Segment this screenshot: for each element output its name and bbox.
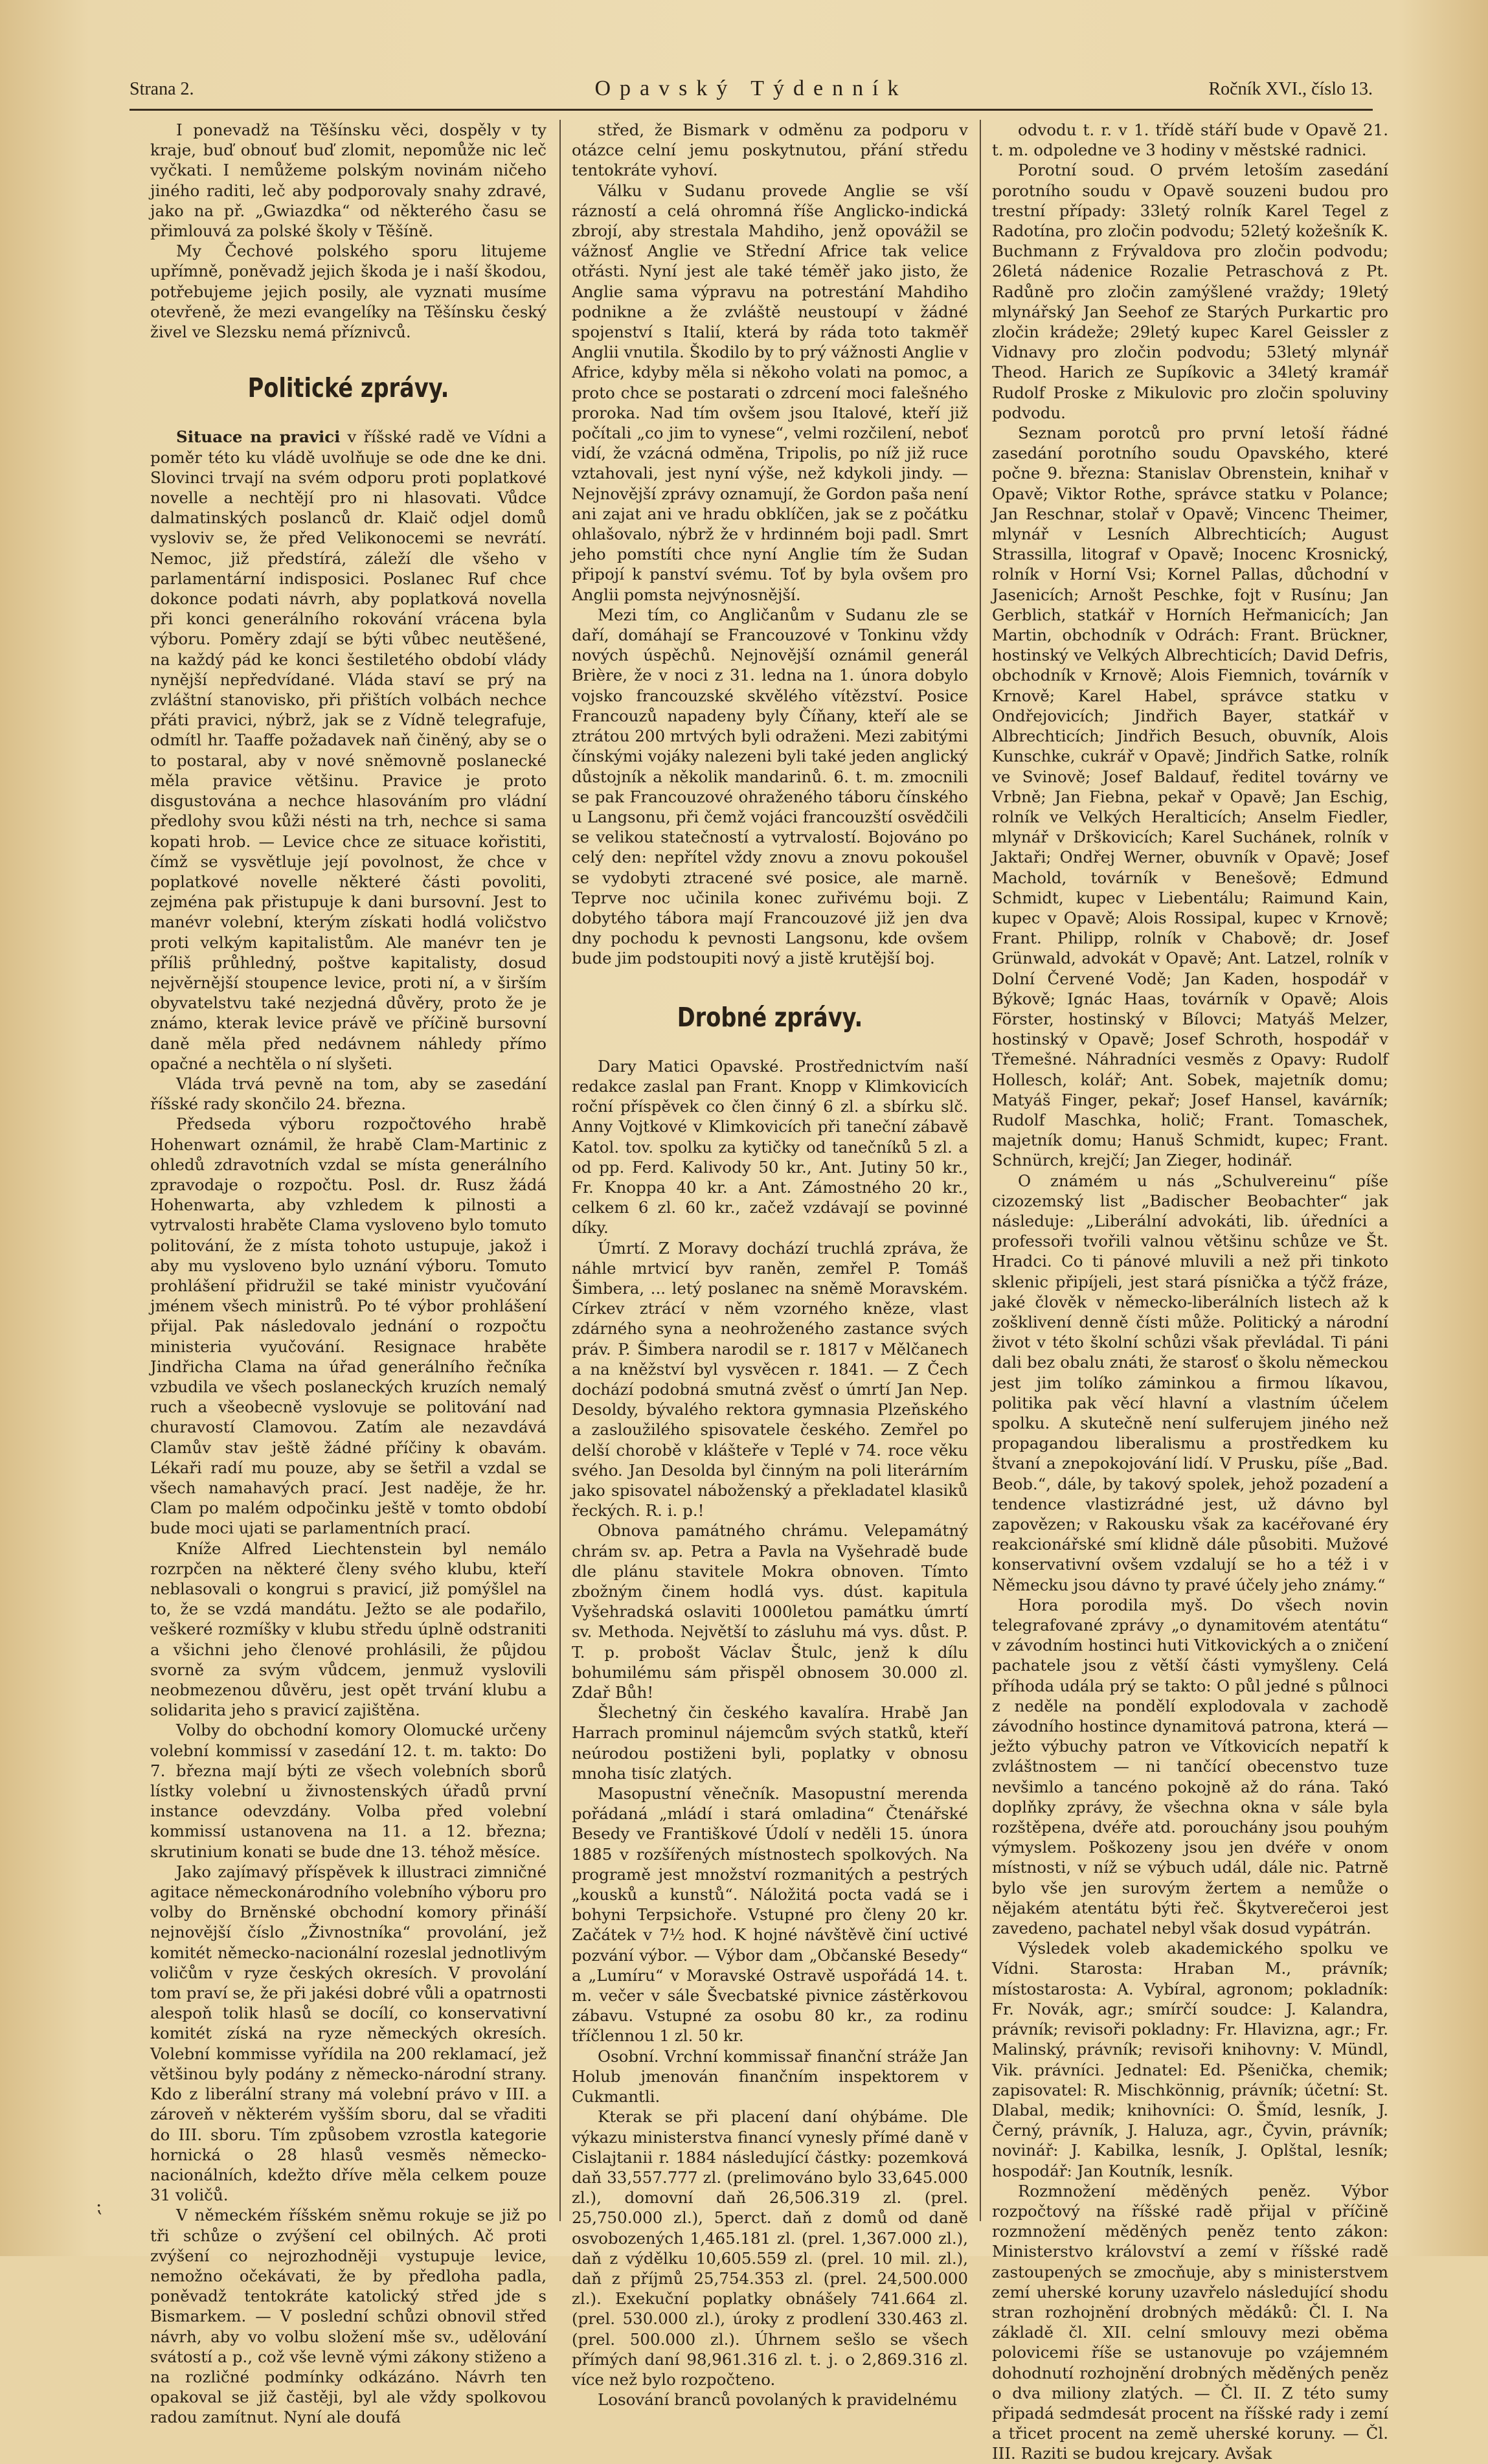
article-paragraph: Porotní soud. O prvém letoším zasedání porotního soudu v Opavě souzeni budou pro trestní případy: 33letý rolník Karel Tegel z Radotína, pro zločin podvodu; 52letý kožešník K. Buchmann z Frývaldova pro zločin podvodu; 26letá nádenice Rozalie Petraschová z Pt. Radůně pro zločin zamýšlené vraždy; 19letý mlynářský Jan Seehof ze Starých Purkartic pro zločin krádeže; 29letý kupec Karel Geissler z Vidnavy pro zločin podvodu; 53letý mlynář Theod. Harich ze Supíkovic a 34letý kramář Rudolf Proske z Mikulovic pro zločin spoluviny podvodu. — [992, 161, 1388, 422]
article-paragraph: Hora porodila myš. Do všech novin telegrafované zprávy „o dynamitovém atentátu“ v závodním hostinci huti Vitkovických a o zničení pachatele jsou z větší části vymyšleny. Celá příhoda udála prý se takto: O půl jedné s půlnoci z neděle na pondělí explodovala v zachodě závodního hostince dynamitová patrona, která — ježto výbuchy patron ve Vítkovicích nepatří k zvláštnostem — ni tančící obecenstvo tuze nevšimlo a tancéno pokojně až do rána. Takó doplňky zprávy, že všechna okna v sále byla rozštěpena, dvéře atd. porouchány jsou pouhým výmyslem. Poškozeny jsou jen dvéře v onom místnosti, v níž se výbuch udál, dále nic. Patrně bylo vše jen surovým žertem a nemůže o nějakém atentátu býti řeč. Škytverečeroi jest zavedeno, pachatel nebyl však dosud vypátrán. — [992, 1595, 1388, 1938]
section-heading-politics: Politické zprávy. — [247, 372, 449, 404]
article-paragraph: Výsledek voleb akademického spolku ve Vídni. Starosta: Hraban M., právník; místostarosta: A. Vybíral, agronom; pokladník: Fr. Novák, agr.; smírčí soudce: J. Kalandra, právník; revisoři pokladny: Fr. Hlavizna, agr.; Fr. Malinský, právník; revisoři knihovny: V. Mündl, Vik. právníci. Jednatel: Ed. Pšenička, chemik; zapisovatel: R. Mischkönnig, právník; účetní: St. Dlabal, medik; knihovníci: O. Šmíd, lesník, J. Černý, právník, J. Haluza, agr., Čyvin, právník; novinář: J. Kabilka, lesník, J. Oplštal, lesník; hospodář: Jan Koutník, lesník. — [992, 1939, 1388, 2180]
article-paragraph: Válku v Sudanu provede Anglie se vší rázností a celá ohromná říše Anglicko-indická zbrojí, aby strestala Mahdiho, jenž opovážil se vážnosť Anglie ve Střední Africe tak velice otřásti. Nyní jest ale také téměř jako jisto, že Anglie sama výpravu na potrestání Mahdiho podnikne a že zvláště neustoupí v žádné spojenství s Italií, která by ráda toto takměř Anglii vnutila. Škodilo by to prý vážnosti Anglie v Africe, kdyby měla si někoho volati na pomoc, a proto chce se postarati o zdrcení moci falešného proroka. Nad tím ovšem jsou Italové, kteří již počítali „co jim to vynese“, velmi rozčilení, neboť vidí, že vzácná odměna, Tripolis, po níž již ruce vztahovali, jest nyní výše, než kdykoli jindy. — Nejnovější zprávy oznamují, že Gordon paša není ani zajat ani ve hradu obklíčen, jak se z počátku ohlašovalo, nýbrž že v hrdinném boji padl. Smrt jeho pomstíti chce nyní Anglie tím že Sudan připojí k panství svému. Toť by byla ovšem pro Anglii pomsta nejvýnosnější. — [572, 181, 968, 604]
article-paragraph: Mezi tím, co Angličanům v Sudanu zle se daří, domáhají se Francouzové v Tonkinu vždy nových úspěchů. Nejnovější oznámil generál Brière, že v noci z 31. ledna na 1. února dobylo vojsko francouzské skvělého vítězství. Posice Francouzů napadeny byly Číňany, kteří ale se ztrátou 200 mrtvých byli odraženi. Mezi zabitými čínskými vojáky nalezeni byli také jeden anglický důstojník a několik mandarinů. 6. t. m. zmocnili se pak Francouzové ohraženého táboru čínského u Langsonu, při čemž vojáci francouzští osvědčili se velikou statečností a vytrvalostí. Bojováno po celý den: nepřítel vždy znovu a znovu pokoušel se vydobyti ztracené své posice, ale marně. Teprve noc učinila konec zuřivému boji. Z dobytého tábora mají Francouzové již jen dva dny pochodu k pevnosti Langsonu, kde ovšem bude jim podstoupiti nový a jistě krutější boj. — [572, 605, 968, 968]
article-paragraph: Předseda výboru rozpočtového hrabě Hohenwart oznámil, že hrabě Clam-Martinic z ohledů zdravotních vzdal se místa generálního zpravodaje o rozpočtu. Posl. dr. Rusz žádá Hohenwarta, aby vzhledem k pilnosti a vytrvalosti hraběte Clama vysloveno bylo tomuto politování, že z místa tohoto ustupuje, jakož i aby mu vysloveno bylo uznání výboru. Tomuto prohlášení přidružil se také ministr vyučování jménem všech ministrů. Po té výbor prohlášení přijal. Pak následovalo jednání o rozpočtu ministeria vyučování. Resignace hraběte Jindřicha Clama na úřad generálního řečníka vzbudila ve všech poslaneckých kruzích nemalý ruch a všeobecně vyslovuje se politování nad churavostí Clamovou. Zatím ale nezavdává Clamův stav ještě žádné příčiny k obavám. Lékaři radí mu pouze, aby se šetřil a vzdal se všech namahavých prací. Jest naděje, že hr. Clam po malém odpočinku ještě v tomto období bude moci ujati se parlamentních prací. — [150, 1114, 547, 1538]
paragraph-body: v říšské radě ve Vídni a poměr této ku vládě uvolňuje se ode dne ke dni. Slovinci trvají na svém odporu proti poplatkové novelle a nechtějí pro ni hlasovati. Vůdce dalmatinských poslanců dr. Klaič odjel domů vysloviv se, že před Velikonocemi se nevrátí. Nemoc, již předstírá, záleží dle všeho v parlamentární indisposici. Poslanec Ruf chce dokonce podati návrh, aby poplatková novella při konci generálního rokování vrácena byla výboru. Poměry zdají se býti vůbec neutěšené, na každý pád ke konci šestiletého období vlády nynější nepředvídané. Vláda staví se prý na zvláštní stanovisko, při přištích volbách nechce přáti pravici, nýbrž, jak se z Vídně telegrafuje, odmítl hr. Taaffe požadavek naň činěný, aby se o to postaral, aby v nové sněmovně poslanecké měla pravice většinu. Pravice je proto disgustována a nechce hlasováním pro vládní předlohy svou kůži nésti na trh, nechce si sama kopati hrob. — Levice chce ze situace kořistiti, čímž se vysvětluje její povolnost, že chce v poplatkové novelle některé části povoliti, zejména pak přistupuje k dani bursovní. Jest to manévr volební, kterým získati hodlá voličstvo proti velkým kapitalistům. Ale manévr ten je příliš průhledný, poštve kapitalisty, dosud nejvěrnější stoupence levice, proti ní, a v širším obyvatelstvu také nezjedná důvěry, proto že je známo, kterak levice právě ve příčině bursovní daně měla před nedávnem náhledy přímo opačné a nechtěla o ní slyšeti. — [150, 427, 547, 1073]
article-paragraph: Volby do obchodní komory Olomucké určeny volební kommissí v zasedání 12. t. m. takto: Do 7. března mají býti ze všech volebních sborů lístky volební u živnostenských úřadů první instance odevzdány. Volba před volební kommissí ustanovena na 11. a 12. března; skrutinium konati se bude dne 13. téhož měsíce. — [150, 1721, 547, 1861]
article-paragraph: Osobní. Vrchní kommissař finanční stráže Jan Holub jmenován finančním inspektorem v Cukmantli. — [572, 2046, 968, 2107]
column-2 — [572, 120, 968, 2410]
column-rule — [559, 120, 561, 2221]
page-number: Strana 2. — [130, 79, 194, 99]
newspaper-title: Opavský Týdenník — [594, 76, 908, 100]
issue-info: Ročník XVI., číslo 13. — [1208, 79, 1373, 99]
article-paragraph: Jako zajímavý příspěvek k illustraci zimničné agitace německonárodního volebního výboru pro volby do Brněnské obchodní komory přináší nejnovější číslo „Živnostníka“ provolání, jež komitét německo-nacionální rozeslal jednotlivým voličům v ryze českých okresích. V provolání tom praví se, že při jakési dobré vůli a opatrnosti alespoň tolik hlasů se docílí, co konservativní komitét získá na ryze německých okresích. Volební kommisse vyřídila na 200 reklamací, jež většinou byly podány z německo-národní strany. Kdo z liberální strany má volební právo v III. a zároveň v některém vyšším sboru, dal se vřaditi do III. sboru. Tím způsobem vzrostla kategorie hornická o 28 hlasů vesměs německo-nacionálních, kdežto dříve měla celkem pouze 31 voličů. — [150, 1862, 547, 2205]
article-paragraph: Masopustní věnečník. Masopustní merenda pořádaná „mládí i stará omladina“ Čtenářské Besedy ve Františkové Údolí v neděli 15. února 1885 v rozšířených místnostech spolkových. Na programě jest množství rozmanitých a pestrých „kousků a kunstů“. Náložitá pocta vadá se i bohyni Terpsichoře. Vstupné pro členy 20 kr. Začátek v 7½ hod. K hojné návštěvě činí uctivé pozvání výbor. — Výbor dam „Občanské Besedy“ a „Lumíru“ v Moravské Ostravě uspořádá 14. t. m. večer v sále Švecbatské pivnice zástěrkovou zábavu. Vstupné za osobu 80 kr., za rodinu tříčlennou 1 zl. 50 kr. — [572, 1784, 968, 2046]
article-paragraph: Kterak se při placení daní ohýbáme. Dle výkazu ministerstva financí vynesly přímé daně v Cislajtanii r. 1884 následující částky: pozemková daň 33,557.777 zl. (prelimováno bylo 33,645.000 zl.), domovní daň 26,506.319 zl. (prel. 25,750.000 zl.), 5perct. daň z domů od daně osvobozených 1,465.181 zl. (prel. 1,367.000 zl.), daň z výdělku 10,605.559 zl. (prel. 10 mil. zl.), daň z příjmů 25,754.353 zl. (prel. 24,500.000 zl.). Exekuční poplatky obnášely 741.664 zl. (prel. 530.000 zl.), úroky z prodlení 330.463 zl. (prel. 500.000 zl.). Úhrnem sešlo se všech přímých daní 98,961.316 zl. t. j. o 2,869.316 zl. více než bylo rozpočteno. — [572, 2107, 968, 2389]
article-paragraph: Seznam porotců pro první letoší řádné zasedání porotního soudu Opavského, které počne 9. března: Stanislav Obrenstein, knihař v Opavě; Viktor Rothe, správce statku v Polance; Jan Reschnar, stolař v Opavě; Vincenc Theimer, mlynář v Lesních Albrechticích; August Strassilla, litograf v Opavě; Inocenc Krosnický, rolník v Horní Vsi; Kornel Pallas, důchodní v Jasenicích; Arnošt Peschke, fojt v Rusínu; Jan Gerblich, statkář v Horních Heřmanicích; Jan Martin, obchodník v Odrách: Frant. Brückner, hostinský ve Velkých Albrechticích; David Defris, obchodník v Krnově; Alois Fiemnich, továrník v Krnově; Karel Habel, správce statku v Ondřejovicích; Jindřich Bayer, statkář v Albrechticích; Jindřich Besuch, obuvník, Alois Kunschke, cukrář v Opavě; Jindřich Satke, rolník ve Svinově; Josef Baldauf, ředitel továrny ve Vrbně; Jan Fiebna, pekař v Opavě; Jan Eschig, rolník ve Velkých Heralticích; Anselm Fiedler, mlynář v Drškovicích; Karel Suchánek, rolník v Jaktaři; Ondřej Werner, obuvník v Opavě; Josef Machold, továrník v Benešově; Edmund Schmidt, kupec v Liebentálu; Raimund Kain, kupec v Opavě; Alois Rossipal, kupec v Krnově; Frant. Philipp, rolník v Chabově; dr. Josef Grünwald, advokát v Opavě; Ant. Latzel, rolník v Dolní Červené Vodě; Jan Kaden, hospodář v Býkově; Ignác Haas, továrník v Opavě; Alois Förster, hostinský v Bílovci; Matyáš Melzer, hostinský v Opavě; Josef Schroth, hospodář v Třemešné. Náhradníci vesměs z Opavy: Rudolf Hollesch, kolář; Ant. Sobek, majetník domu; Matyáš Finger, pekař; Josef Hansel, kavárník; Rudolf Maschka, holič; Frant. Tomaschek, majetník domu; Hanuš Schmidt, kupec; Frant. Schnürch, krejčí; Jan Zieger, hodinář. — [992, 424, 1388, 1170]
section-heading-news: Drobné zprávy. — [677, 1001, 863, 1033]
article-paragraph: Kníže Alfred Liechtenstein byl nemálo rozrpčen na některé členy svého klubu, kteří neblasovali o kongrui s pravicí, již pomýšlel na to, že se vzdá mandátu. Ježto se ale podařilo, veškeré rozmíšky v klubu středu úplně odstraniti a všichni jeho členové prohlásili, že půjdou svorně za svým vůdcem, jenmuž vyslovili neobmezenou důvěru, jest opět trvání klubu a solidarita jeho s pravicí zajištěna. — [150, 1539, 547, 1720]
page-header — [130, 73, 1373, 111]
article-paragraph: střed, že Bismark v odměnu za podporu v otázce celní jemu poskytnutou, přání středu tentokráte vyhoví. — [572, 120, 968, 180]
article-paragraph: I ponevadž na Těšínsku věci, dospěly v ty kraje, buď obnouť buď zlomit, nepomůže nic leč vyčkati. I nemůžeme polským novinám ničeho jiného raditi, leč aby podporovaly snahy zdravé, jako na př. „Gwiazdka“ od některého času se přimlouvá za polské školy v Těšíně. — [150, 120, 547, 241]
paragraph-lead: Situace na pravici — [176, 427, 341, 447]
article-paragraph: V německém říšském sněmu rokuje se již po tři schůze o zvýšení cel obilných. Ač proti zvýšení co nejrozhodněji vystupuje levice, nemožno očekávati, že by předloha padla, poněvadž tentokráte katolický střed jde s Bismarkem. — V poslední schůzi obnovil střed návrh, aby vo volbu složení mše sv., udělování svátostí a p., což vše levně vými zákony stiženo a na rozličné podmínky odkázáno. Návrh ten opakoval se již častěji, byl ale vždy spolkovou radou zamítnut. Nyní ale doufá — [150, 2206, 547, 2427]
article-paragraph: odvodu t. r. v 1. třídě stáří bude v Opavě 21. t. m. odpoledne ve 3 hodiny v městské radnici. — [992, 120, 1388, 160]
article-paragraph: My Čechové polského sporu litujeme upřímně, poněvadž jejich škoda je i naší škodou, potřebujeme jejich posily, ale vyznati musíme otevřeně, že mezi evangelíky na Těšínsku český živel ve Slezsku nemá příznivců. — [150, 242, 547, 342]
article-paragraph: Rozmnožení měděných peněz. Výbor rozpočtový na říšské radě přijal v příčině rozmnožení měděných peněz tento zákon: Ministerstvo království a zemí v říšské radě zastoupených se zmocňuje, aby s ministerstvem zemí uherské koruny uzavřelo následující shodu stran rozhojnění drobných mědáků: Čl. I. Na základě čl. XII. celní smlouvy mezi oběma polovicemi říše se ustanovuje po vzájemném dohodnutí rozhojnění drobných měděných peněz o dva miliony zlatých. — Čl. II. Z této sumy připadá sedmdesát procent na říšské rady i zemí a třicet procent na země uherské koruny. — Čl. III. Raziti se budou krejcary. Avšak — [992, 2181, 1388, 2463]
article-paragraph: Dary Matici Opavské. Prostřednictvím naší redakce zaslal pan Frant. Knopp v Klimkovicích roční příspěvek co člen činný 6 zl. a sbírku slč. Anny Vojtkové v Klimkovicích při taneční zábavě Katol. tov. spolku za kytičky od tanečníků 5 zl. a od pp. Ferd. Kalivody 50 kr., Ant. Jutiny 50 kr., Fr. Knoppa 40 kr. a Ant. Zámostného 20 kr., celkem 6 zl. 60 kr., začež vzdávají se povinné díky. — [572, 1056, 968, 1238]
column-1 — [150, 120, 547, 2428]
article-paragraph — [150, 427, 547, 1074]
column-rule — [980, 120, 981, 2221]
article-paragraph: Obnova památného chrámu. Velepamátný chrám sv. ap. Petra a Pavla na Vyšehradě bude dle plánu stavitele Mokra obnoven. Tímto zbožným činem hodlá vys. dúst. kapitula Vyšehradská oslaviti 1000letou památku úmrtí sv. Methoda. Největší to zásluhu má vys. důst. P. T. p. probošt Václav Štulc, jenž k dílu bohumilému sám přispěl obnosem 30.000 zl. Zdař Bůh! — [572, 1521, 968, 1702]
margin-mark: ⁏ — [96, 2195, 102, 2217]
article-paragraph: Úmrtí. Z Moravy dochází truchlá zpráva, že náhle mrtvicí byv raněn, zemřel P. Tomáš Šimbera, ... letý poslanec na sněmě Moravském. Církev ztrácí v něm vzorného kněze, vlast zdárného syna a neohroženého zastance svých práv. P. Šimbera narodil se r. 1817 v Mělčanech a na kněžství byl vysvěcen r. 1841. — Z Čech dochází podobná smutná zvěsť o úmrtí Jan Nep. Desoldy, bývalého rektora gymnasia Plzeňského a zasloužilého spisovatele českého. Zemřel po delší chorobě v klášteře v Teplé v 74. roce věku svého. Jan Desolda byl činným na poli literárním jako spisovatel náboženský a překladatel klasiků řeckých. R. i. p.! — [572, 1238, 968, 1520]
article-paragraph: Vláda trvá pevně na tom, aby se zasedání říšské rady skončilo 24. března. — [150, 1074, 547, 1114]
article-paragraph: O známém u nás „Schulvereinu“ píše cizozemský list „Badischer Beobachter“ jak následuje: „Liberální advokáti, lib. úředníci a professoři tvořili valnou většinu schůze ve Št. Hradci. Co ti pánové mluvili a než při tinkoto sklenic připíjeli, jest stará písnička a týčž fráze, jaké člověk v německo-liberálních listech až k zošklivení denně čísti může. Politický a národní život v této školní schůzi však převládal. Ti páni dali bez obalu znáti, že starosť o školu německou jest jim tolíko záminkou a firmou líkavou, politika pak věcí hlavní a vlastním účelem spolku. A skutečně není sulferujem jiného než propagandou liberalismu a prostředkem ku štvaní a znepokojování lidí. V Prusku, píše „Bad. Beob.“, dále, by takový spolek, jehož pozadení a tendence vlastizrádné jest, už dávno byl zapovězen; v Rakousku však za kacéřované éry reakcionářské smí klidně dále působiti. Mužové konservativní ovšem vzdalují se ho a též i v Německu jsou dávno ty pravé účely jeho známy.“ — [992, 1171, 1388, 1594]
column-3 — [992, 120, 1388, 2464]
article-paragraph: Šlechetný čin českého kavalíra. Hrabě Jan Harrach prominul nájemcům svých statků, kteří neúrodou postiženi byli, poplatky v obnosu mnoha tisíc zlatých. — [572, 1703, 968, 1783]
article-paragraph: Losování branců povolaných k pravidelnému — [598, 2390, 958, 2410]
